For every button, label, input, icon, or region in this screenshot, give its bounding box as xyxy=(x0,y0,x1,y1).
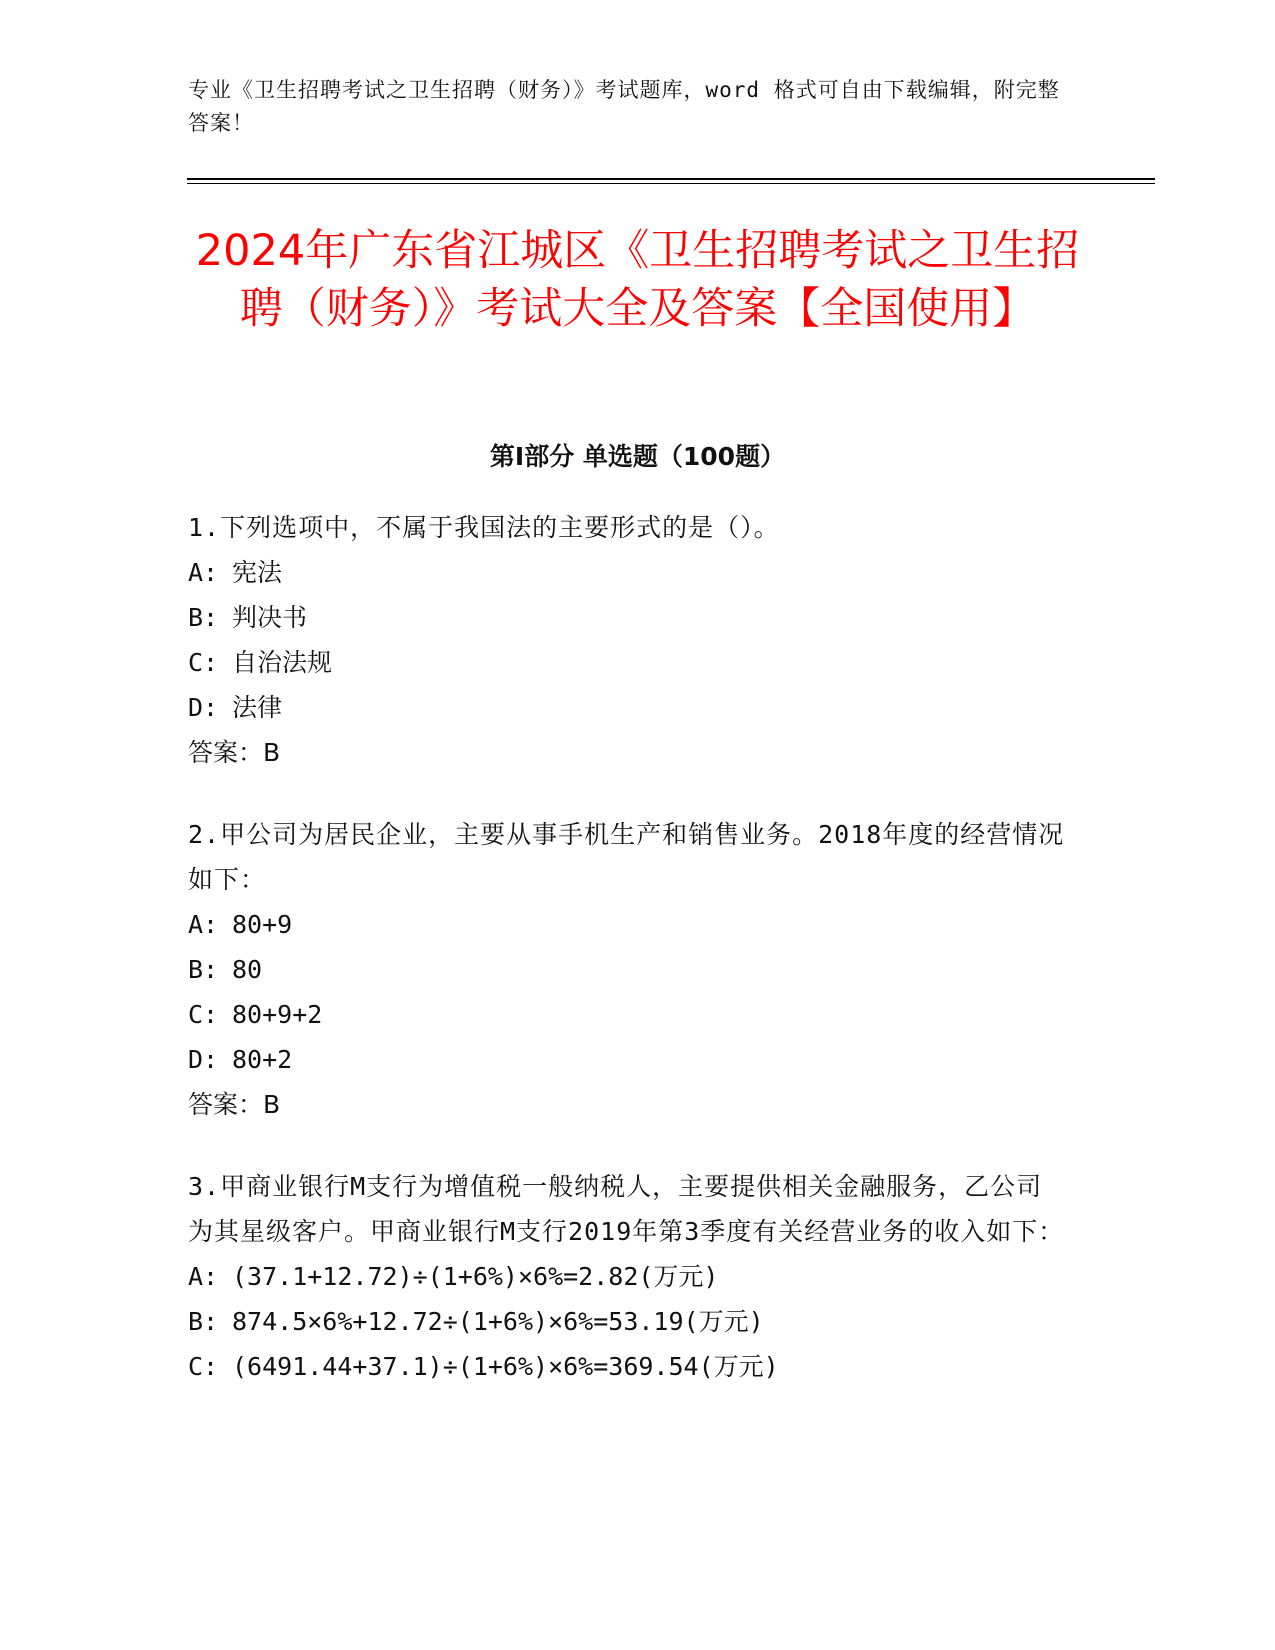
question-2 xyxy=(188,812,1068,1127)
option-text: 80+2 xyxy=(232,1045,293,1074)
option-d xyxy=(188,1037,1068,1082)
option-key: C: xyxy=(188,1352,219,1381)
option-text: 80 xyxy=(232,955,263,984)
option-text: 874.5×6%+12.72÷(1+6%)×6%=53.19(万元) xyxy=(232,1307,764,1336)
option-c xyxy=(188,640,1068,685)
option-text: 80+9 xyxy=(232,910,293,939)
document-title: 2024年广东省江城区《卫生招聘考试之卫生招聘（财务）》考试大全及答案【全国使用】 xyxy=(195,226,1080,334)
option-a xyxy=(188,1254,1068,1299)
option-key: A: xyxy=(188,558,219,587)
header-divider-thin xyxy=(187,183,1155,184)
question-stem: 1.下列选项中，不属于我国法的主要形式的是（）。 xyxy=(188,513,780,542)
answer: 答案：B xyxy=(188,1090,281,1119)
section-title: 第Ⅰ部分 单选题（100题） xyxy=(489,442,786,471)
option-b xyxy=(188,947,1068,992)
question-3 xyxy=(188,1164,1068,1389)
answer: 答案：B xyxy=(188,738,281,767)
option-key: A: xyxy=(188,910,219,939)
option-key: B: xyxy=(188,1307,219,1336)
option-b xyxy=(188,1299,1068,1344)
option-text: 自治法规 xyxy=(232,648,333,677)
option-a xyxy=(188,550,1068,595)
question-stem: 3.甲商业银行M支行为增值税一般纳税人，主要提供相关金融服务，乙公司为其星级客户。甲商业银行M支行2019年第3季度有关经营业务的收入如下： xyxy=(188,1172,1065,1246)
option-key: D: xyxy=(188,693,219,722)
option-key: C: xyxy=(188,1000,219,1029)
option-text: 80+9+2 xyxy=(232,1000,323,1029)
option-d xyxy=(188,685,1068,730)
option-text: (37.1+12.72)÷(1+6%)×6%=2.82(万元) xyxy=(232,1262,719,1291)
option-key: B: xyxy=(188,603,219,632)
option-text: 宪法 xyxy=(232,558,283,587)
option-c xyxy=(188,1344,1068,1389)
question-stem: 2.甲公司为居民企业，主要从事手机生产和销售业务。2018年度的经营情况如下： xyxy=(188,820,1065,894)
option-key: D: xyxy=(188,1045,219,1074)
option-key: B: xyxy=(188,955,219,984)
option-c xyxy=(188,992,1068,1037)
option-text: 法律 xyxy=(232,693,283,722)
header-note: 专业《卫生招聘考试之卫生招聘（财务）》考试题库，word 格式可自由下载编辑，附完整答案！ xyxy=(188,78,1060,135)
option-key: C: xyxy=(188,648,219,677)
option-key: A: xyxy=(188,1262,219,1291)
header-divider-thick xyxy=(187,178,1155,180)
question-1 xyxy=(188,505,1068,775)
option-text: (6491.44+37.1)÷(1+6%)×6%=369.54(万元) xyxy=(232,1352,779,1381)
option-text: 判决书 xyxy=(232,603,308,632)
option-a xyxy=(188,902,1068,947)
option-b xyxy=(188,595,1068,640)
